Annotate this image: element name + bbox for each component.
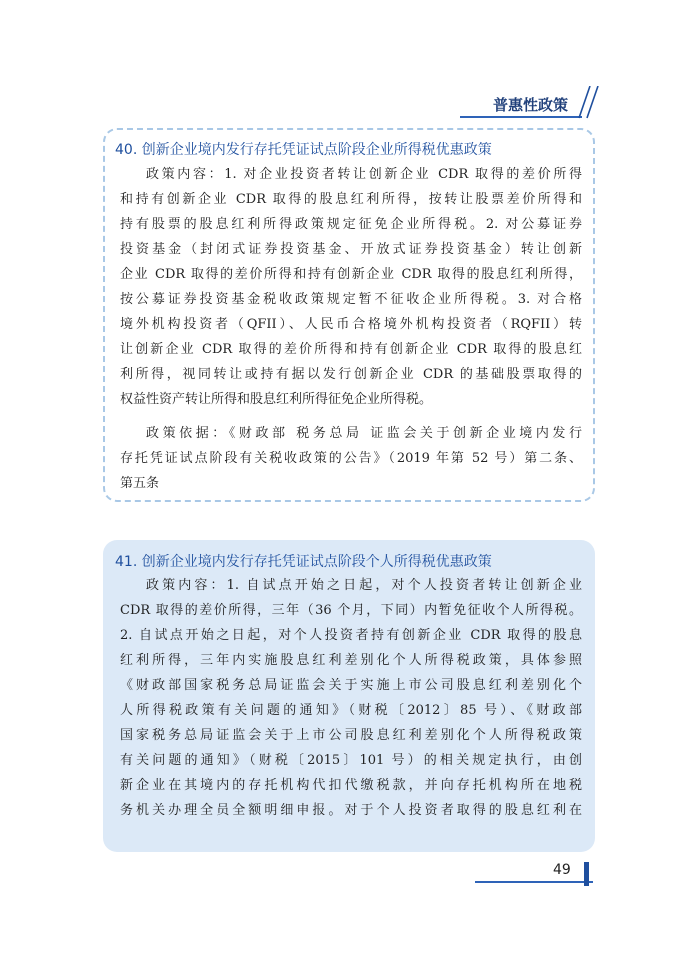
policy-text-line: 投资基金（封闭式证券投资基金、开放式证券投资基金）转让创新 [120,242,582,257]
policy-basis-line: 政策依据：《财政部 税务总局 证监会关于创新企业境内发行 [146,426,582,441]
policy-text-line: 境外机构投资者（QFII）、人民币合格境外机构投资者（RQFII）转 [120,317,582,332]
double-slash-icon [576,86,600,120]
header-rule [460,116,582,118]
policy-basis-line: 存托凭证试点阶段有关税收政策的公告》（2019 年第 52 号）第二条、 [120,451,582,466]
policy-text-line: CDR 取得的差价所得，三年（36 个月，下同）内暂免征收个人所得税。 [120,603,582,618]
policy-text-line: 政策内容：1. 对企业投资者转让创新企业 CDR 取得的差价所得 [146,167,582,182]
footer-rule [475,881,593,883]
policy-text-line: 让创新企业 CDR 取得的差价所得和持有创新企业 CDR 取得的股息红 [120,342,582,357]
footer-bar-decoration [584,862,589,886]
policy-text-line: 务机关办理全员全额明细申报。对于个人投资者取得的股息红利在 [120,803,582,818]
policy-text-line: 有关问题的通知》（财税〔2015〕101 号）的相关规定执行，由创 [120,753,582,768]
policy-text-line: 利所得，视同转让或持有据以发行创新企业 CDR 的基础股票取得的 [120,367,582,382]
section-title: 普惠性政策 [492,96,568,114]
policy-text-line: 2. 自试点开始之日起，对个人投资者持有创新企业 CDR 取得的股息 [120,628,582,643]
policy-text-line: 国家税务总局证监会关于上市公司股息红利差别化个人所得税政策 [120,728,582,743]
policy-text-line: 政策内容：1. 自试点开始之日起，对个人投资者转让创新企业 [146,578,582,593]
policy-text-line: 持有股票的股息红利所得政策规定征免企业所得税。2. 对公募证券 [120,217,582,232]
policy-title-40: 40. 创新企业境内发行存托凭证试点阶段企业所得税优惠政策 [115,142,492,158]
policy-text-line: 人所得税政策有关问题的通知》（财税〔2012〕85 号）、《财政部 [120,703,582,718]
policy-title-41: 41. 创新企业境内发行存托凭证试点阶段个人所得税优惠政策 [115,554,492,570]
policy-text-line: 新企业在其境内的存托机构代扣代缴税款，并向存托机构所在地税 [120,778,582,793]
policy-text-line: 和持有创新企业 CDR 取得的股息红利所得，按转让股票差价所得和 [120,192,582,207]
policy-text-line: 《财政部国家税务总局证监会关于实施上市公司股息红利差别化个 [120,678,582,693]
policy-text-line: 红利所得，三年内实施股息红利差别化个人所得税政策，具体参照 [120,653,582,668]
policy-text-line: 企业 CDR 取得的差价所得和持有创新企业 CDR 取得的股息红利所得， [120,267,582,282]
policy-text-line: 权益性资产转让所得和股息红利所得征免企业所得税。 [120,392,433,407]
section-header [460,86,600,120]
policy-box-40 [103,128,595,502]
policy-basis-line: 第五条 [120,476,160,491]
page-number: 49 [553,862,571,878]
policy-text-line: 按公募证券投资基金税收政策规定暂不征收企业所得税。3. 对合格 [120,292,582,307]
